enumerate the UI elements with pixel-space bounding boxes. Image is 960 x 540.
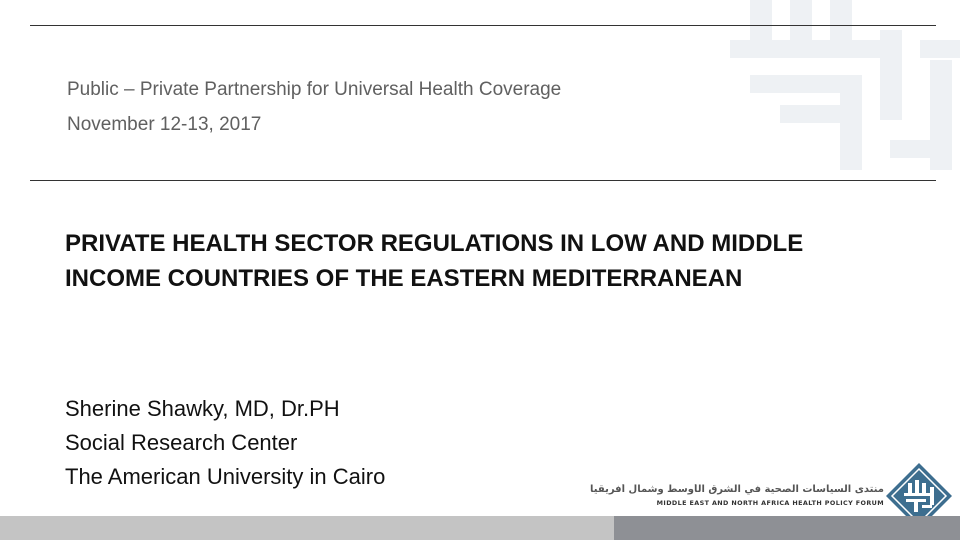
presentation-title-line-2: INCOME COUNTRIES OF THE EASTERN MEDITERRANEAN (65, 265, 743, 292)
middle-divider (30, 180, 936, 181)
top-divider (30, 25, 936, 26)
presenter-block (65, 392, 385, 494)
presentation-title (65, 226, 925, 296)
presenter-affiliation: Social Research Center (65, 430, 298, 455)
forum-name-arabic: منتدى السياسات الصحية في الشرق الأوسط وشمال أفريقيا (590, 484, 884, 495)
presenter-name: Sherine Shawky, MD, Dr.PH (65, 396, 340, 421)
footer-bar (0, 516, 960, 540)
presentation-title-line-1: PRIVATE HEALTH SECTOR REGULATIONS IN LOW AND MIDDLE (65, 230, 804, 257)
event-title: Public – Private Partnership for Universal Health Coverage (67, 79, 562, 100)
forum-name-english: MIDDLE EAST AND NORTH AFRICA HEALTH POLICY FORUM (656, 499, 884, 507)
presenter-institution: The American University in Cairo (65, 464, 386, 489)
footer-bar-light-segment (0, 516, 614, 540)
event-date: November 12-13, 2017 (67, 114, 262, 135)
footer-bar-dark-segment (614, 516, 960, 540)
forum-wordmark (574, 484, 884, 512)
